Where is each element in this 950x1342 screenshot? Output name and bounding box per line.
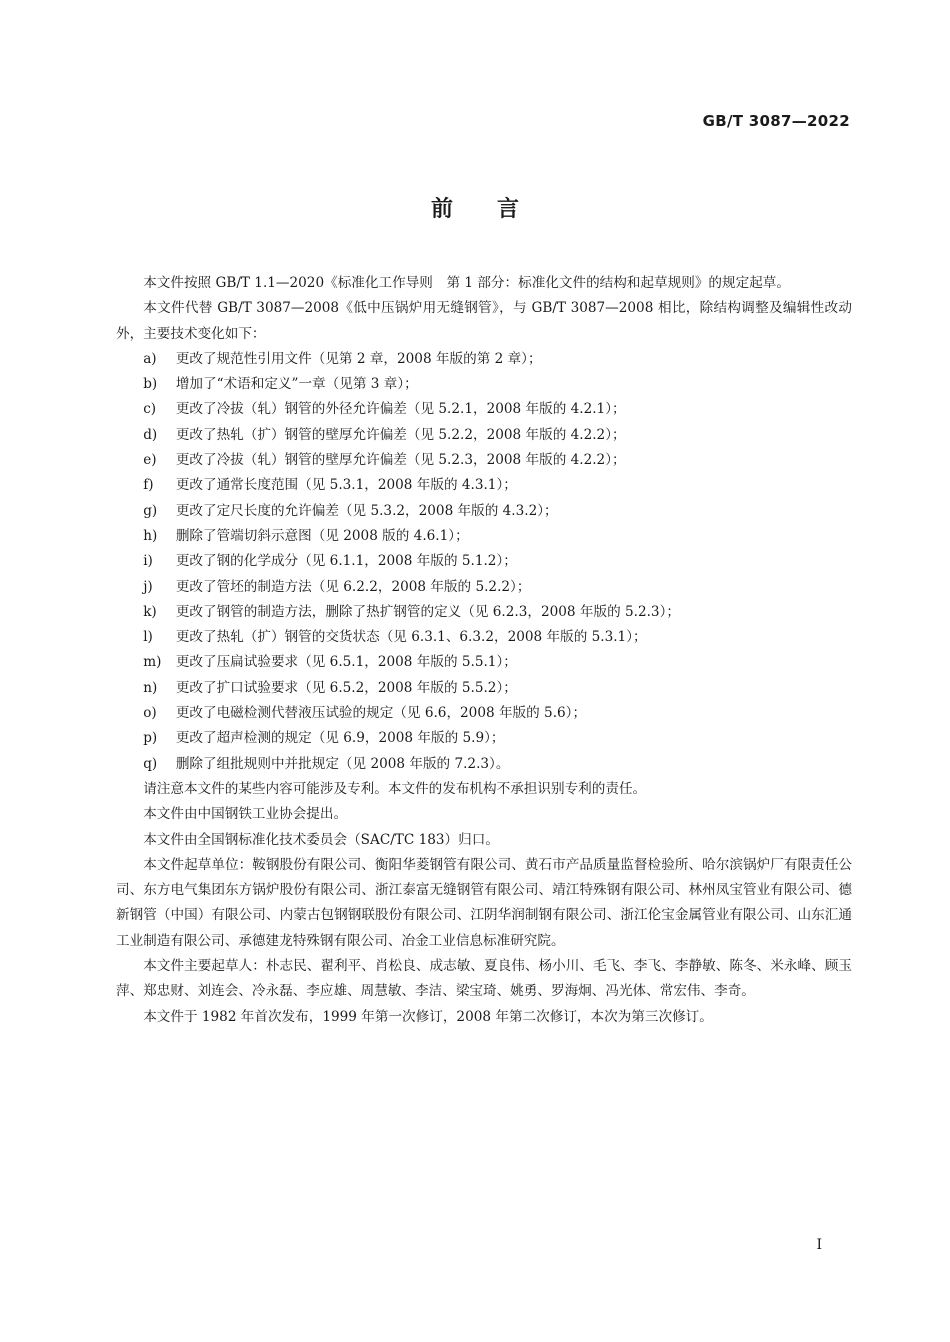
list-item-text: 更改了通常长度范围（见 5.3.1，2008 年版的 4.3.1）； [175, 477, 517, 494]
list-item-label: e) [143, 452, 157, 469]
list-item-label: q) [143, 755, 158, 772]
list-item-label: d) [143, 426, 158, 443]
paragraph-patent-notice: 请注意本文件的某些内容可能涉及专利。本文件的发布机构不承担识别专利的责任。 [143, 780, 647, 797]
list-item-text: 删除了组批规则中并批规定（见 2008 年版的 7.2.3）。 [175, 755, 510, 772]
list-item [116, 650, 852, 675]
list-item-text: 更改了热轧（扩）钢管的交货状态（见 6.3.1、6.3.2，2008 年版的 5.3.1）； [175, 629, 647, 646]
list-item [116, 625, 852, 650]
list-item [116, 549, 852, 574]
paragraph-committee: 本文件由全国钢标准化技术委员会（SAC/TC 183）归口。 [143, 831, 499, 848]
list-item [116, 600, 852, 625]
list-item [116, 499, 852, 524]
list-item-label: n) [143, 679, 158, 696]
paragraph-drafting-rules: 本文件按照 GB/T 1.1—2020《标准化工作导则 第 1 部分：标准化文件的结构和起草规则》的规定起草。 [143, 275, 790, 291]
list-item-text: 删除了管端切斜示意图（见 2008 版的 4.6.1）； [175, 527, 469, 544]
list-item-label: m) [143, 654, 162, 671]
page-title [0, 192, 950, 223]
paragraph-drafters: 本文件主要起草人：朴志民、翟利平、肖松良、成志敏、夏良伟、杨小川、毛飞、李飞、李静敏、陈冬、米永峰、顾玉萍、郑忠财、刘连会、冷永磊、李应雄、周慧敏、李洁、梁宝琦、姚勇、罗海炯、冯光体、常宏伟、李奇。 [116, 958, 852, 1000]
list-item [116, 423, 852, 448]
page-number: I [816, 1237, 822, 1253]
list-item-text: 更改了热轧（扩）钢管的壁厚允许偏差（见 5.2.2，2008 年版的 4.2.2）； [175, 426, 626, 443]
list-item-label: b) [143, 376, 158, 393]
list-item-label: a) [143, 350, 157, 367]
list-item-label: i) [143, 553, 153, 570]
standard-code: GB/T 3087—2022 [702, 112, 850, 130]
list-item-label: g) [143, 502, 158, 519]
list-item-label: o) [143, 705, 157, 722]
list-item-text: 更改了冷拔（轧）钢管的壁厚允许偏差（见 5.2.3，2008 年版的 4.2.2）； [175, 452, 626, 469]
paragraph-drafting-units: 本文件起草单位：鞍钢股份有限公司、衡阳华菱钢管有限公司、黄石市产品质量监督检验所、哈尔滨锅炉厂有限责任公司、东方电气集团东方锅炉股份有限公司、浙江泰富无缝钢管有限公司、靖江特殊钢有限公司、林州凤宝管业有限公司、德新钢管（中国）有限公司、内蒙古包钢钢联股份有限公司、江阴华润制钢有限公司、浙江伦宝金属管业有限公司、山东汇通工业制造有限公司、承德建龙特殊钢有限公司、冶金工业信息标准研究院。 [116, 856, 852, 949]
foreword-body [116, 271, 852, 1030]
list-item [116, 726, 852, 751]
list-item [116, 752, 852, 777]
list-item-label: c) [143, 401, 157, 418]
list-item-label: p) [143, 730, 158, 747]
list-item-label: k) [143, 603, 157, 620]
list-item-text: 更改了压扁试验要求（见 6.5.1，2008 年版的 5.5.1）； [175, 654, 517, 671]
list-item [116, 347, 852, 372]
list-item-text: 更改了规范性引用文件（见第 2 章，2008 年版的第 2 章）； [175, 350, 542, 367]
list-item-text: 更改了钢管的制造方法，删除了热扩钢管的定义（见 6.2.3，2008 年版的 5.2.3）； [175, 603, 680, 620]
paragraph-replaces: 本文件代替 GB/T 3087—2008《低中压锅炉用无缝钢管》，与 GB/T 3087—2008 相比，除结构调整及编辑性改动外，主要技术变化如下： [116, 300, 852, 342]
list-item-label: j) [143, 578, 153, 595]
list-item-label: l) [143, 629, 153, 646]
list-item [116, 397, 852, 422]
paragraph-proposer: 本文件由中国钢铁工业协会提出。 [143, 806, 348, 823]
title-char-2: 言 [497, 197, 520, 222]
list-item-label: h) [143, 527, 158, 544]
list-item-text: 更改了钢的化学成分（见 6.1.1，2008 年版的 5.1.2）； [175, 553, 517, 570]
list-item [116, 473, 852, 498]
list-item [116, 701, 852, 726]
list-item [116, 448, 852, 473]
paragraph-history: 本文件于 1982 年首次发布，1999 年第一次修订，2008 年第二次修订，本次为第三次修订。 [143, 1008, 713, 1025]
list-item-text: 更改了扩口试验要求（见 6.5.2，2008 年版的 5.5.2）； [175, 679, 517, 696]
list-item-text: 增加了“术语和定义”一章（见第 3 章）； [175, 376, 418, 393]
list-item-text: 更改了超声检测的规定（见 6.9，2008 年版的 5.9）； [175, 730, 505, 747]
list-item-text: 更改了冷拔（轧）钢管的外径允许偏差（见 5.2.1，2008 年版的 4.2.1）； [175, 401, 626, 418]
list-item [116, 575, 852, 600]
change-list [116, 347, 852, 777]
list-item-text: 更改了电磁检测代替液压试验的规定（见 6.6，2008 年版的 5.6）； [175, 705, 587, 722]
list-item-label: f) [143, 477, 154, 494]
list-item-text: 更改了管坯的制造方法（见 6.2.2，2008 年版的 5.2.2）； [175, 578, 531, 595]
list-item [116, 676, 852, 701]
list-item-text: 更改了定尺长度的允许偏差（见 5.3.2，2008 年版的 4.3.2）； [175, 502, 558, 519]
list-item [116, 524, 852, 549]
title-char-1: 前 [430, 197, 453, 222]
list-item [116, 372, 852, 397]
